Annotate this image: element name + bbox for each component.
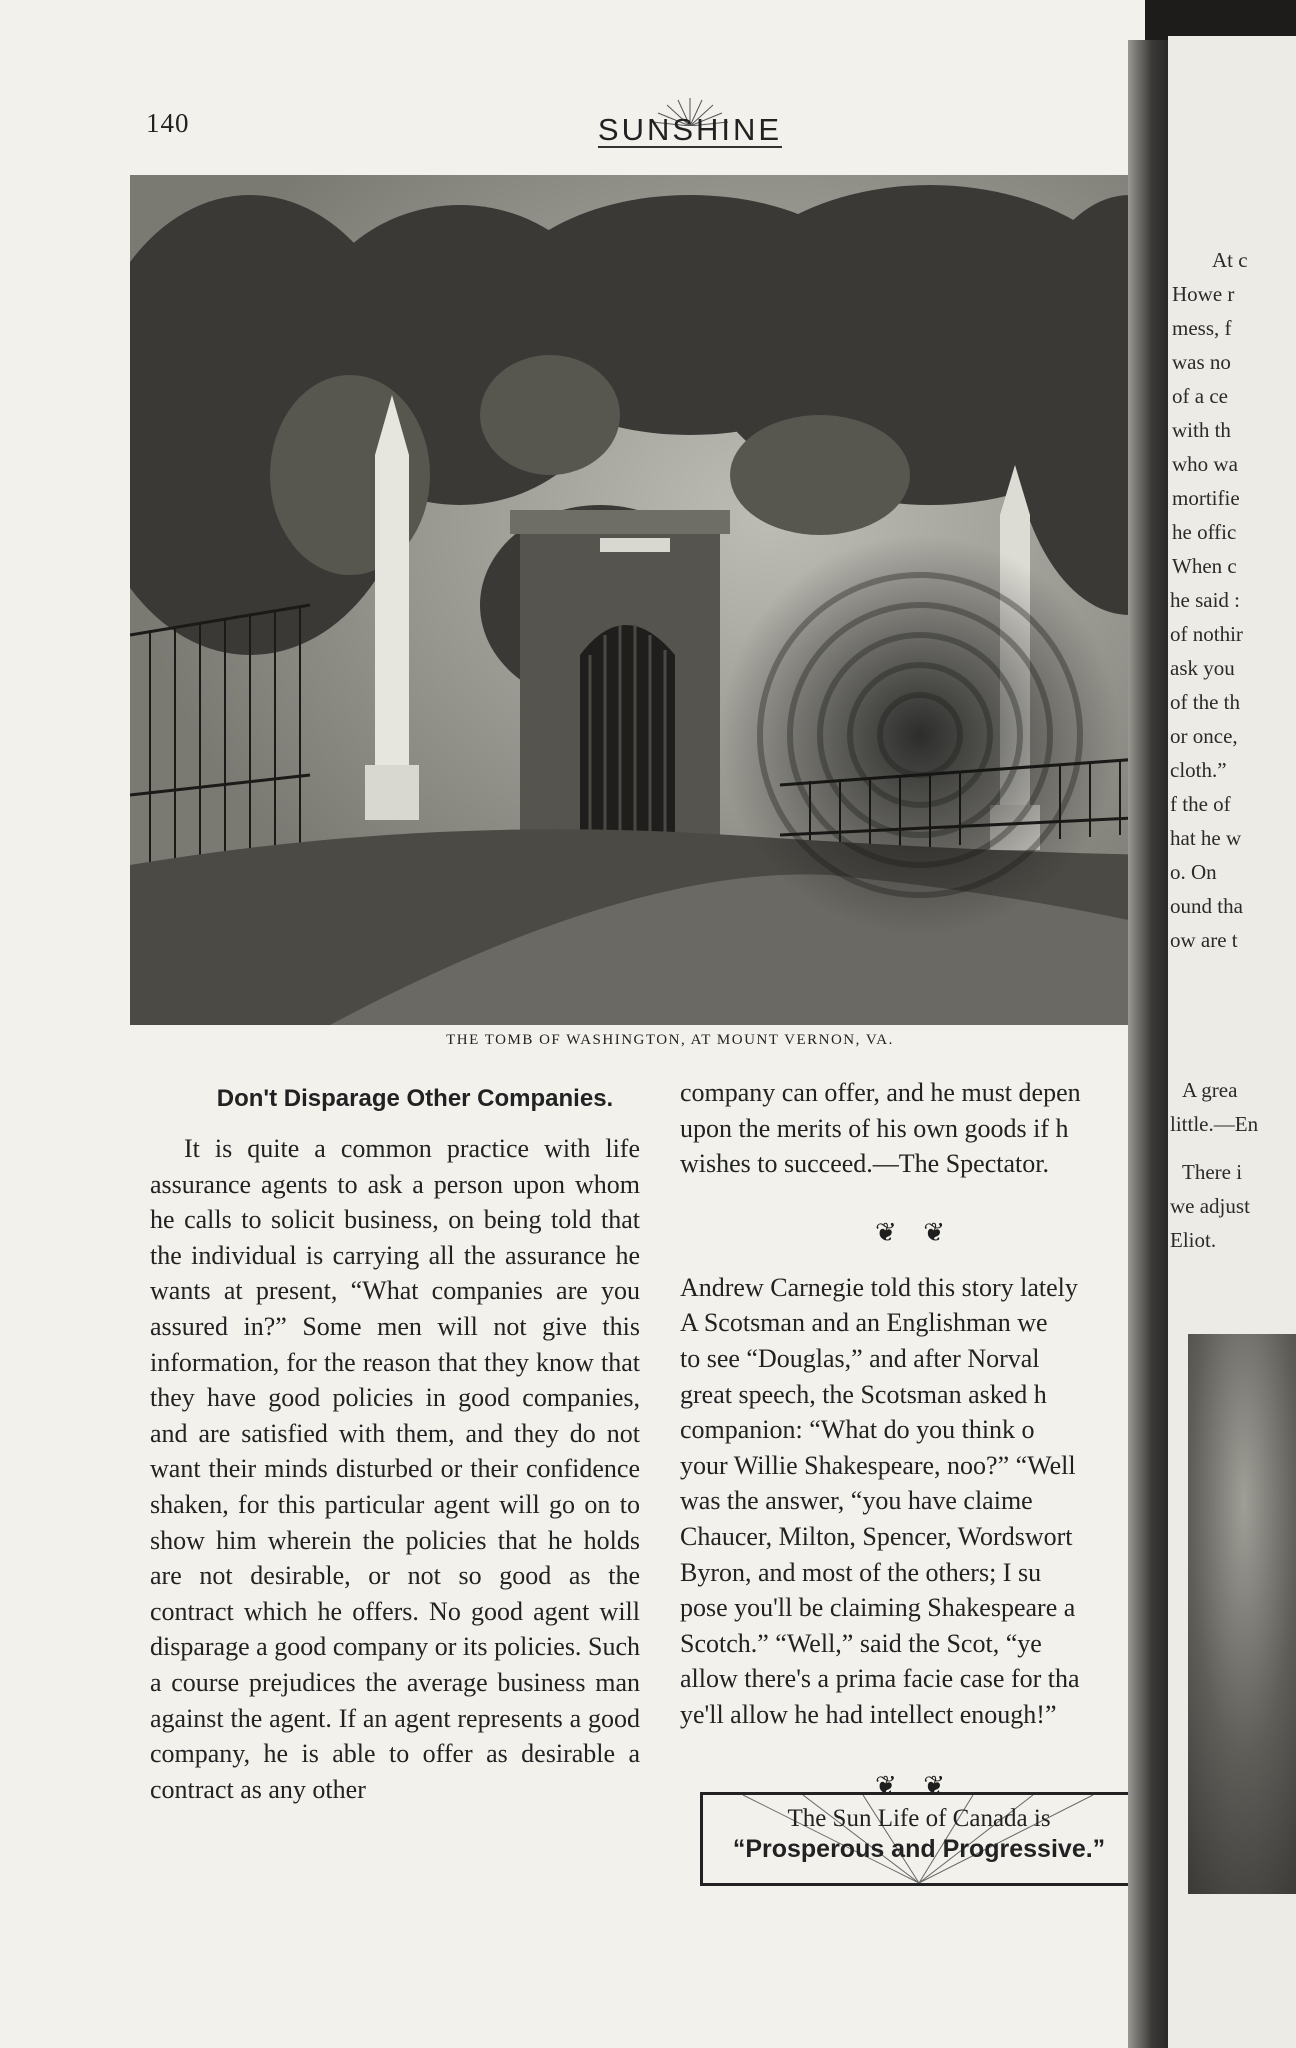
- facing-line: of a ce: [1172, 384, 1228, 408]
- facing-line: ound tha: [1170, 894, 1243, 918]
- facing-line: we adjust: [1170, 1194, 1250, 1218]
- sun-life-advert: [700, 1792, 1138, 1886]
- facing-page: [1168, 36, 1296, 2048]
- facing-line: Howe r: [1172, 282, 1235, 306]
- facing-page-photograph: [1188, 1334, 1296, 1894]
- tomb-photograph: [130, 175, 1195, 1025]
- facing-line: A grea: [1182, 1078, 1238, 1102]
- facing-line: little.—En: [1170, 1112, 1259, 1136]
- facing-line: or once,: [1170, 724, 1238, 748]
- fleuron-ornament-2: ❦ ❦: [874, 1770, 956, 1800]
- facing-line: o. On: [1170, 860, 1217, 884]
- carnegie-story: Andrew Carnegie told this story lately A Scotsman and an Englishman we to see “Douglas,” and after Norval great speech, the Scotsman asked h companion: “What do you think o your Willie Shakespeare, noo?” “Well was the answer, “you have claime Chaucer, Milton, Spencer, Wordswort Byron, and most of the others; I su pose you'll be claiming Shakespeare a Scotch.” “Well,” said the Scot, “ye allow there's a prima facie case for tha ye'll allow he had intellect enough!”: [680, 1272, 1080, 1729]
- facing-line: ow are t: [1170, 928, 1238, 952]
- photo-caption: THE TOMB OF WASHINGTON, AT MOUNT VERNON, VA.: [446, 1032, 894, 1048]
- facing-line: was no: [1172, 350, 1231, 374]
- facing-line: f the of: [1170, 792, 1231, 816]
- facing-line: hat he w: [1170, 826, 1242, 850]
- article-paragraph: It is quite a common practice with life assurance agents to ask a person upon whom he calls to solicit business, on being told that the individual is carrying all the assurance he wants at present, “What companies are you assured in?” Some men will not give this information, for the reason that they know that they have good policies in good companies, and are satisfied with them, and they do not want their minds disturbed or their confidence shaken, for this particular agent will go on to show him wherein the policies that he holds are not desirable, or not so good as the contract which he offers. No good agent will disparage a good company or its policies. Such a course prejudices the average business man against the agent. If an agent represents a good company, he is able to offer as desirable a contract as any other: [150, 1134, 640, 1804]
- article-continuation: company can offer, and he must depen upon the merits of his own goods if h wishes to succeed.—The Spectator.: [680, 1078, 1081, 1179]
- page-gutter-shadow: [1128, 40, 1168, 2048]
- article-left-column: [150, 1075, 640, 1807]
- facing-line: he offic: [1172, 520, 1237, 544]
- running-head: [560, 96, 820, 148]
- facing-line: with th: [1172, 418, 1231, 442]
- facing-line: When c: [1172, 554, 1237, 578]
- facing-line: he said :: [1170, 588, 1240, 612]
- facing-line: mess, f: [1172, 316, 1232, 340]
- facing-line: There i: [1182, 1160, 1243, 1184]
- article-heading: Don't Disparage Other Companies.: [216, 1085, 614, 1112]
- facing-line: mortifie: [1172, 486, 1240, 510]
- facing-line: ask you: [1170, 656, 1235, 680]
- facing-line: who wa: [1172, 452, 1238, 476]
- page-number: 140: [146, 108, 190, 138]
- fleuron-ornament: ❦ ❦: [874, 1217, 956, 1247]
- facing-line: Eliot.: [1170, 1228, 1217, 1252]
- facing-line: of nothir: [1170, 622, 1243, 646]
- advert-line-1: The Sun Life of Canada is: [787, 1805, 1051, 1832]
- article-right-column: [680, 1075, 1150, 1823]
- facing-line: cloth.”: [1170, 758, 1227, 782]
- running-head-title: SUNSHINE: [597, 112, 783, 147]
- advert-line-2: “Prosperous and Progressive.”: [732, 1835, 1106, 1863]
- facing-line: of the th: [1170, 690, 1240, 714]
- facing-line: At c: [1212, 248, 1248, 272]
